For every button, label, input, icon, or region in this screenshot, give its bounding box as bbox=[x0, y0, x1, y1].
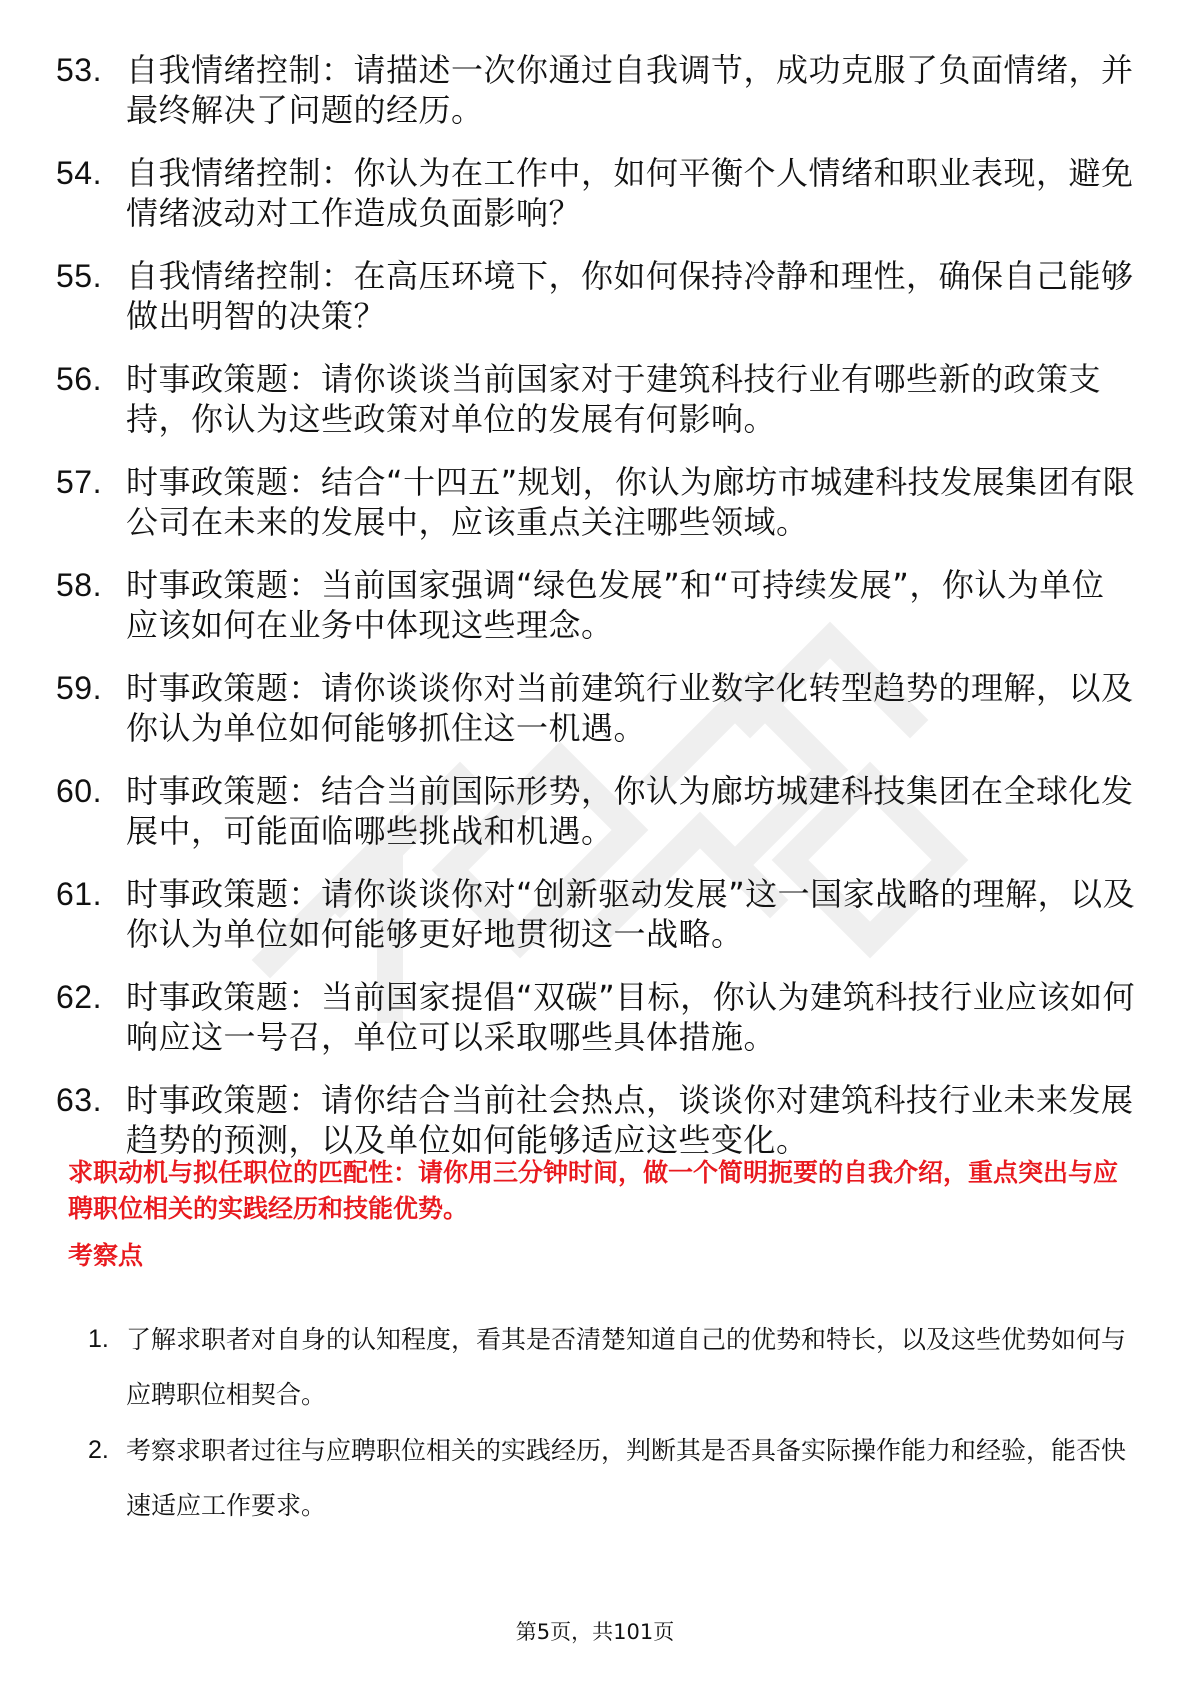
question-number: 58. bbox=[56, 567, 102, 603]
question-item bbox=[56, 668, 1136, 748]
point-text: 了解求职者对自身的认知程度，看其是否清楚知道自己的优势和特长，以及这些优势如何与应聘职位相契合。 bbox=[126, 1325, 1127, 1409]
question-text: 自我情绪控制：你认为在工作中，如何平衡个人情绪和职业表现，避免情绪波动对工作造成负面影响？ bbox=[126, 154, 1134, 232]
question-text: 时事政策题：请你谈谈你对当前建筑行业数字化转型趋势的理解，以及你认为单位如何能够抓住这一机遇。 bbox=[126, 669, 1134, 747]
question-text: 自我情绪控制：请描述一次你通过自我调节，成功克服了负面情绪，并最终解决了问题的经历。 bbox=[126, 51, 1134, 129]
question-item bbox=[56, 1080, 1136, 1160]
question-text: 自我情绪控制：在高压环境下，你如何保持冷静和理性，确保自己能够做出明智的决策？ bbox=[126, 257, 1134, 335]
point-number: 2. bbox=[88, 1436, 109, 1464]
question-item bbox=[56, 359, 1136, 439]
question-text: 时事政策题：结合当前国际形势，你认为廊坊城建科技集团在全球化发展中，可能面临哪些挑战和机遇。 bbox=[126, 772, 1134, 850]
question-number: 55. bbox=[56, 258, 102, 294]
question-item bbox=[56, 153, 1136, 233]
assessment-point bbox=[88, 1312, 1138, 1422]
question-number: 54. bbox=[56, 155, 102, 191]
question-item bbox=[56, 50, 1136, 130]
point-number: 1. bbox=[88, 1325, 109, 1353]
question-item bbox=[56, 256, 1136, 336]
question-text: 时事政策题：当前国家强调“绿色发展”和“可持续发展”，你认为单位应该如何在业务中体现这些理念。 bbox=[126, 566, 1105, 644]
page-footer: 第5页，共101页 bbox=[515, 1620, 675, 1644]
question-item bbox=[56, 565, 1136, 645]
highlight-question: 求职动机与拟任职位的匹配性：请你用三分钟时间，做一个简明扼要的自我介绍，重点突出与应聘职位相关的实践经历和技能优势。 bbox=[68, 1158, 1119, 1223]
question-item bbox=[56, 462, 1136, 542]
assessment-point bbox=[88, 1423, 1138, 1533]
question-number: 57. bbox=[56, 464, 102, 500]
point-text: 考察求职者过往与应聘职位相关的实践经历，判断其是否具备实际操作能力和经验，能否快速适应工作要求。 bbox=[126, 1436, 1127, 1520]
question-number: 60. bbox=[56, 773, 102, 809]
question-number: 62. bbox=[56, 979, 102, 1015]
section-heading: 考察点 bbox=[68, 1241, 144, 1270]
question-item bbox=[56, 874, 1136, 954]
question-text: 时事政策题：请你谈谈你对“创新驱动发展”这一国家战略的理解，以及你认为单位如何能够更好地贯彻这一战略。 bbox=[126, 875, 1136, 953]
question-number: 56. bbox=[56, 361, 102, 397]
question-text: 时事政策题：当前国家提倡“双碳”目标，你认为建筑科技行业应该如何响应这一号召，单位可以采取哪些具体措施。 bbox=[126, 978, 1136, 1056]
question-number: 53. bbox=[56, 52, 102, 88]
question-number: 61. bbox=[56, 876, 102, 912]
assessment-points bbox=[88, 1312, 1138, 1534]
question-list bbox=[56, 50, 1136, 1183]
question-number: 63. bbox=[56, 1082, 102, 1118]
question-text: 时事政策题：请你结合当前社会热点，谈谈你对建筑科技行业未来发展趋势的预测，以及单位如何能够适应这些变化。 bbox=[126, 1081, 1134, 1159]
question-number: 59. bbox=[56, 670, 102, 706]
question-item bbox=[56, 977, 1136, 1057]
question-text: 时事政策题：请你谈谈当前国家对于建筑科技行业有哪些新的政策支持，你认为这些政策对单位的发展有何影响。 bbox=[126, 360, 1102, 438]
question-item bbox=[56, 771, 1136, 851]
question-text: 时事政策题：结合“十四五”规划，你认为廊坊市城建科技发展集团有限公司在未来的发展中，应该重点关注哪些领域。 bbox=[126, 463, 1136, 541]
